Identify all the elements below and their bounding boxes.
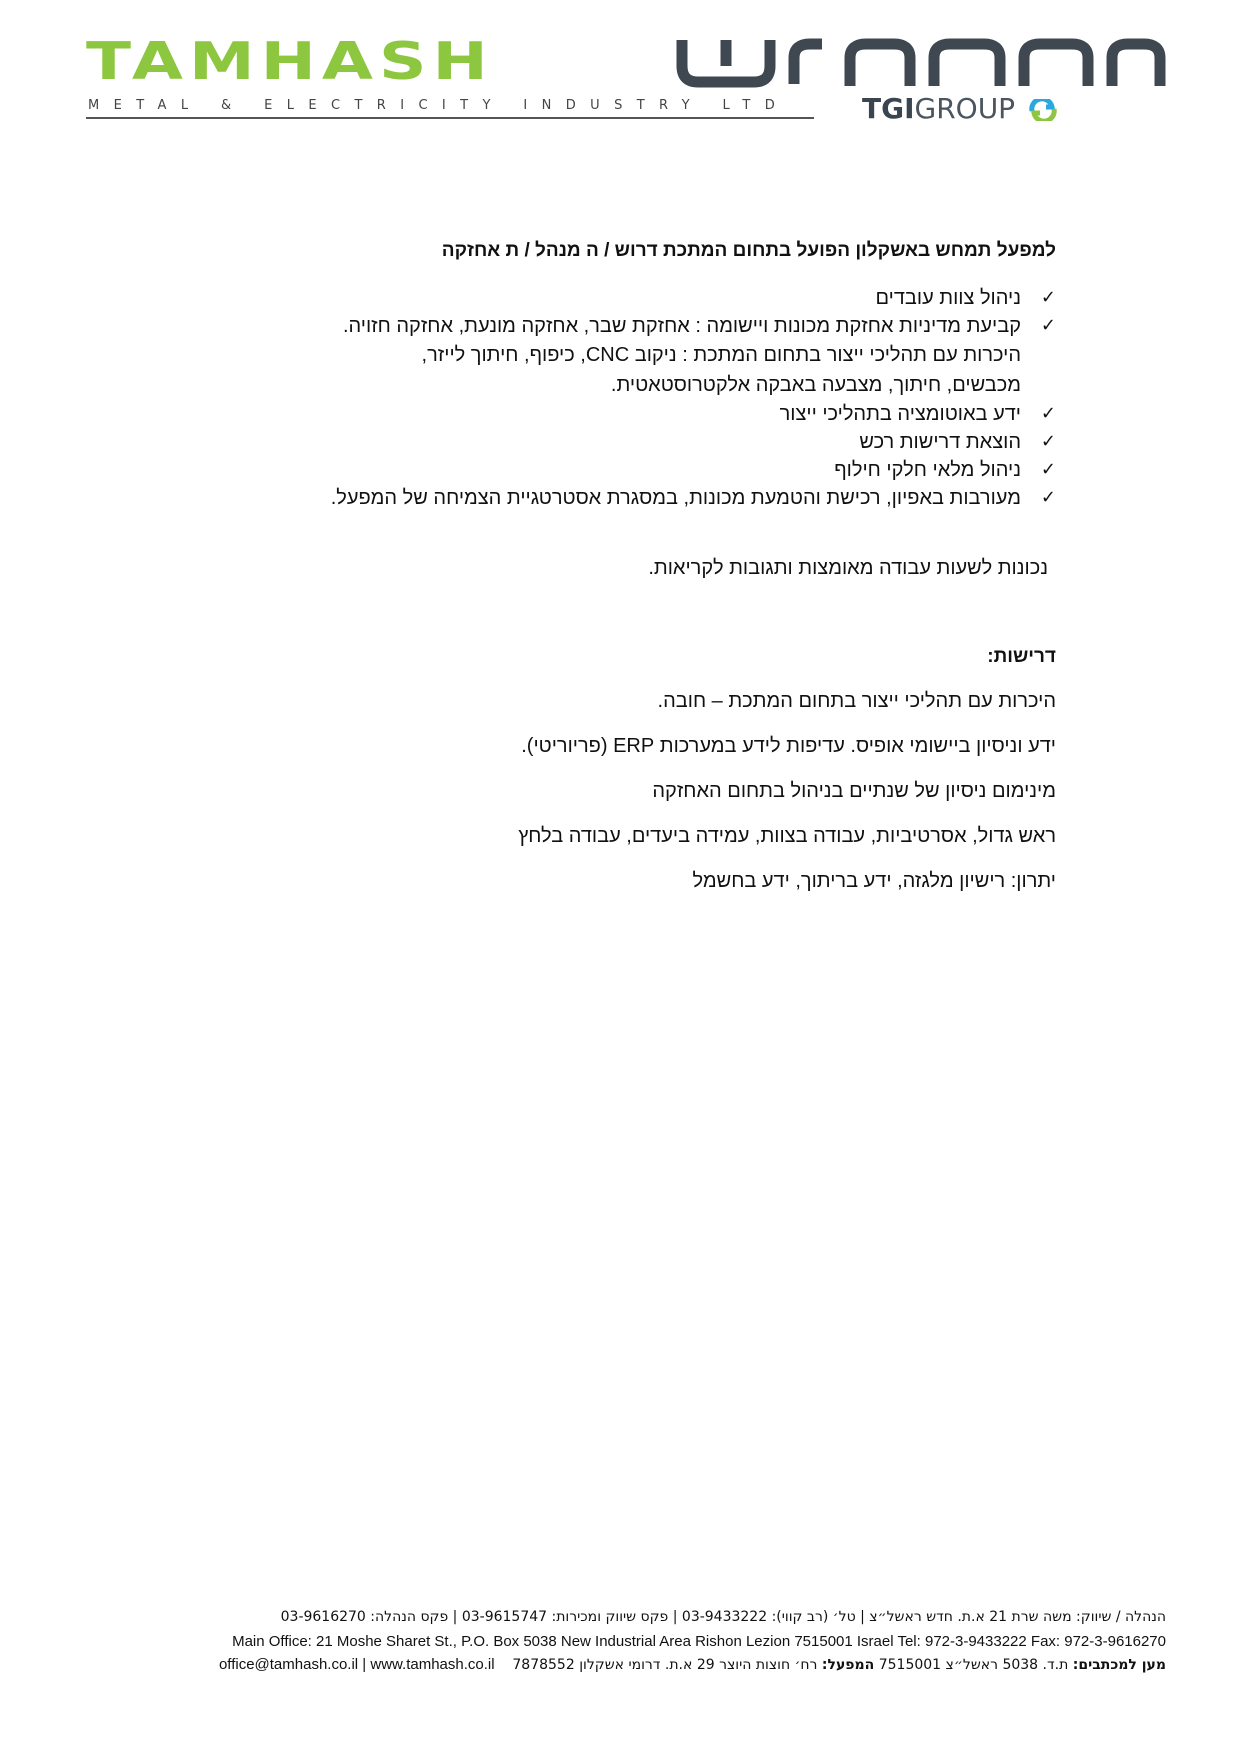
list-item	[216, 484, 1056, 512]
mail-label: מען למכתבים:	[1072, 1657, 1166, 1673]
list-item	[216, 428, 1056, 456]
footer-english-address: Main Office: 21 Moshe Sharet St., P.O. Box 5038 New Industrial Area Rishon Lezion 7515001 Israel Tel: 972-3-9433222 Fax: 972-3-9616270	[232, 1633, 1166, 1650]
check-icon: ✓	[1040, 403, 1056, 424]
group-text: GROUP	[914, 92, 1016, 125]
duty-text: מעורבות באפיון, רכישת והטמעת מכונות, במסגרת אסטרטגיית הצמיחה של המפעל.	[330, 487, 1021, 509]
factory-text: רח׳ חוצות היוצר 29 א.ת. דרומי אשקלון 7878552	[512, 1657, 818, 1673]
check-icon: ✓	[1040, 431, 1056, 452]
check-icon: ✓	[1040, 315, 1056, 336]
requirements-title: דרישות:	[987, 646, 1056, 667]
hebrew-wordmark-icon	[672, 36, 1170, 92]
requirement-item: היכרות עם תהליכי ייצור בתחום המתכת – חובה.	[657, 690, 1056, 712]
check-icon: ✓	[1040, 287, 1056, 308]
mail-text: ת.ד. 5038 ראשל״צ 7515001	[878, 1657, 1069, 1673]
factory-label: המפעל:	[821, 1657, 875, 1673]
contact-links[interactable]: office@tamhash.co.il | www.tamhash.co.il	[218, 1656, 495, 1673]
brand-name: TAMHASH	[86, 31, 494, 92]
check-icon: ✓	[1040, 487, 1056, 508]
hebrew-logo	[672, 36, 1172, 125]
check-icon: ✓	[1040, 459, 1056, 480]
footer-contact-line	[56, 1656, 1166, 1673]
job-title: למפעל תמחש באשקלון הפועל בתחום המתכת דרוש / ה מנהל / ת אחזקה	[441, 240, 1056, 261]
tgi-group-logo	[862, 92, 1058, 126]
requirement-item: ידע וניסיון ביישומי אופיס. עדיפות לידע במערכות ERP (פריוריטי).	[521, 735, 1056, 757]
list-item	[216, 400, 1056, 428]
duty-text: הוצאת דרישות רכש	[859, 431, 1021, 453]
duty-text: ניהול צוות עובדים	[875, 287, 1021, 309]
duty-text: היכרות עם תהליכי ייצור בתחום המתכת : ניקוב CNC, כיפוף, חיתוך לייזר, מכבשים, חיתוך, מצבעה באבקה אלקטרוסטאטית.	[421, 344, 1021, 396]
requirement-item: יתרון: רישיון מלגזה, ידע בריתוך, ידע בחשמל	[692, 870, 1056, 892]
list-item	[216, 312, 1056, 340]
duty-text: ידע באוטומציה בתהליכי ייצור	[779, 403, 1021, 425]
list-item	[216, 284, 1056, 312]
footer-hebrew-address: הנהלה / שיווק: משה שרת 21 א.ת. חדש ראשל״צ | טל׳ (רב קווי): 03-9433222 | פקס שיווק ומכירות: 03-9615747 | פקס הנהלה: 03-9616270	[280, 1609, 1166, 1625]
duties-list	[216, 284, 1056, 512]
tgi-text: TGI	[862, 92, 915, 125]
requirement-item: מינימום ניסיון של שנתיים בניהול בתחום האחזקה	[652, 780, 1056, 802]
tgi-swirl-icon	[1028, 99, 1058, 121]
list-item	[216, 456, 1056, 484]
list-item	[216, 340, 1056, 400]
duty-text: קביעת מדיניות אחזקת מכונות ויישומה : אחזקת שבר, אחזקה מונעת, אחזקה חזויה.	[342, 315, 1021, 337]
brand-tagline: METAL & ELECTRICITY INDUSTRY LTD	[88, 98, 790, 113]
availability-text: נכונות לשעות עבודה מאומצות ותגובות לקריאות.	[648, 557, 1048, 579]
duty-text: ניהול מלאי חלקי חילוף	[834, 459, 1021, 481]
requirement-item: ראש גדול, אסרטיביות, עבודה בצוות, עמידה ביעדים, עבודה בלחץ	[518, 825, 1056, 847]
